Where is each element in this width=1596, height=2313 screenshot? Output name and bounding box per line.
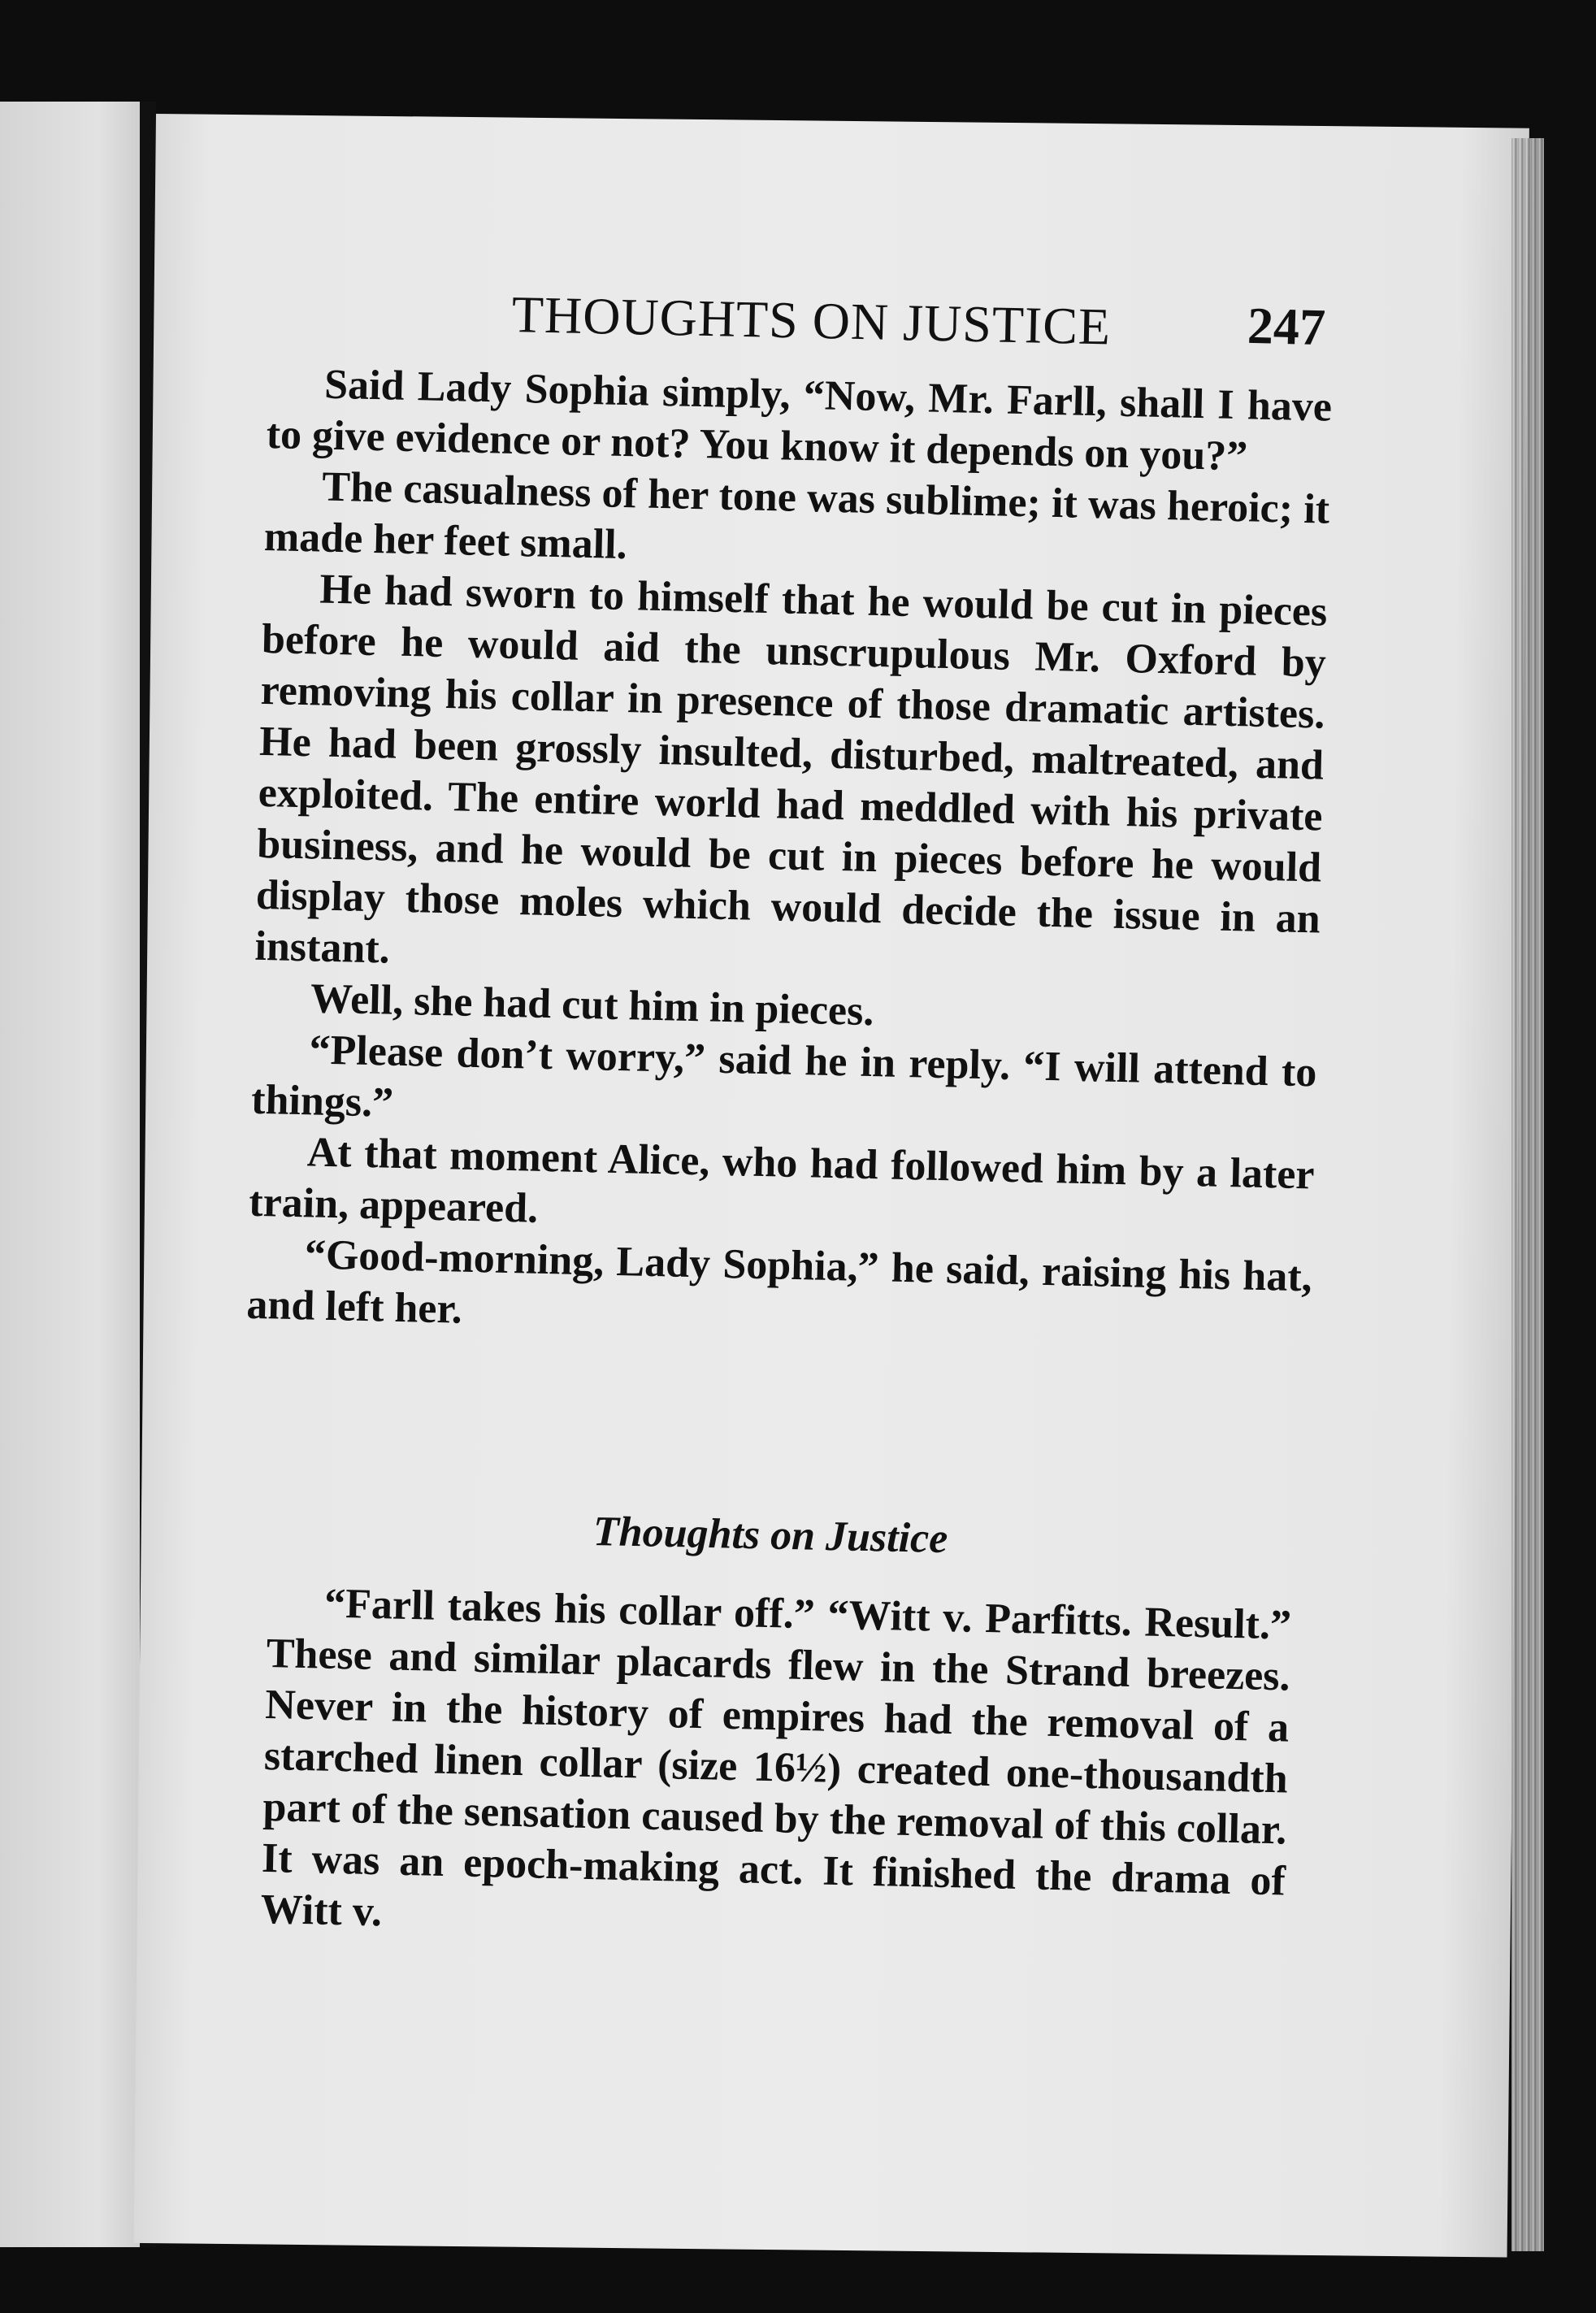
section-body-text	[260, 1577, 1292, 1958]
facing-page	[0, 102, 140, 2247]
paragraph: “Good-morning, Lady Sophia,” he said, raising his hat, and left her.	[245, 1231, 1313, 1333]
page-number: 247	[1247, 296, 1326, 357]
body-text	[246, 358, 1333, 1354]
paragraph: Said Lady Sophia simply, “Now, Mr. Farll, shall I have to give evidence or not? You know it depends on you?”	[266, 361, 1333, 480]
running-header: THOUGHTS ON JUSTICE	[511, 285, 1112, 356]
paragraph: The casualness of her tone was sublime; it was heroic; it made her feet small.	[263, 463, 1330, 569]
paragraph: “Please don’t worry,” said he in reply. “I will attend to things.”	[250, 1026, 1318, 1126]
section-heading: Thoughts on Justice	[592, 1508, 948, 1563]
paragraph: “Farll takes his collar off.” “Witt v. Parfitts. Result.” These and similar placards flew in the Strand breezes. Never in the history of empires had the removal of a starched linen collar (size 16½) created one-thousandth part of the sensation caused by the removal of this collar. It was an epoch-making act. It finished the drama of Witt v.	[260, 1580, 1292, 1936]
paragraph: At that moment Alice, who had followed him by a later train, appeared.	[248, 1129, 1316, 1232]
page-stack-edge	[1511, 138, 1544, 2251]
paragraph: Well, she had cut him in pieces.	[310, 975, 874, 1035]
paragraph: He had sworn to himself that he would be cut in pieces before he would aid the unscrupulous Mr. Oxford by removing his collar in presence of those dramatic artistes. He had been grossly insulted, disturbed, maltreated, and exploited. The entire world had meddled with his private business, and he would be cut in pieces before he would display those moles which would decide the issue in an instant.	[254, 566, 1328, 973]
